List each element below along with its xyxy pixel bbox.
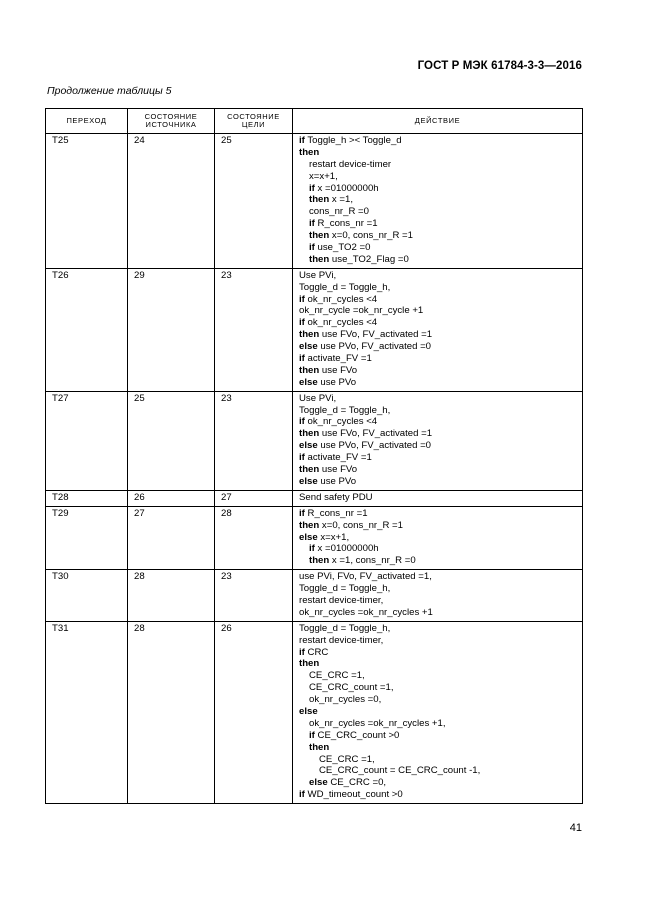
source-state-cell: 28: [128, 570, 215, 622]
action-line: [299, 492, 578, 504]
action-keyword: if: [299, 507, 305, 519]
target-state-cell: 27: [215, 490, 293, 506]
action-line: [299, 476, 578, 488]
action-text: CE_CRC_count =1,: [309, 682, 394, 694]
column-header-transition: ПЕРЕХОД: [46, 109, 128, 134]
action-text: ok_nr_cycles <4: [304, 293, 378, 305]
action-line: [299, 183, 578, 195]
action-text: Toggle_d = Toggle_h,: [299, 622, 391, 634]
action-line: [299, 405, 578, 417]
action-text: x=x+1,: [317, 531, 350, 543]
action-text: use PVo, FV_activated =0: [317, 341, 432, 353]
target-state-cell: 26: [215, 621, 293, 803]
action-text: use FVo, FV_activated =1: [319, 428, 433, 440]
action-line: [299, 194, 578, 206]
action-cell: [293, 134, 583, 269]
action-line: [299, 242, 578, 254]
transition-cell: T28: [46, 490, 128, 506]
target-state-cell: 25: [215, 134, 293, 269]
action-line: [299, 294, 578, 306]
table-row: [46, 268, 583, 391]
action-text: use_TO2_Flag =0: [329, 253, 409, 265]
transition-cell: T30: [46, 570, 128, 622]
action-keyword: then: [299, 146, 320, 158]
action-keyword: then: [309, 253, 330, 265]
action-text: CE_CRC =1,: [309, 670, 365, 682]
action-text: use PVo: [317, 475, 357, 487]
action-text: x =01000000h: [314, 182, 379, 194]
action-line: [299, 623, 578, 635]
action-line: [299, 206, 578, 218]
action-text: x=x+1,: [309, 170, 338, 182]
action-line: [299, 607, 578, 619]
action-keyword: then: [309, 194, 330, 206]
action-text: use PVi, FVo, FV_activated =1,: [299, 571, 432, 583]
action-text: CRC: [304, 646, 329, 658]
action-keyword: if: [299, 789, 305, 801]
column-header-source-state: СОСТОЯНИЕ ИСТОЧНИКА: [128, 109, 215, 134]
document-header: ГОСТ Р МЭК 61784-3-3—2016: [417, 60, 582, 72]
action-text: Toggle_d = Toggle_h,: [299, 404, 391, 416]
action-line: [299, 341, 578, 353]
action-line: [299, 532, 578, 544]
action-text: x =01000000h: [314, 543, 379, 555]
action-text: activate_FV =1: [304, 452, 372, 464]
action-line: [299, 135, 578, 147]
action-line: [299, 428, 578, 440]
action-text: ok_nr_cycles <4: [304, 317, 378, 329]
action-keyword: if: [299, 416, 305, 428]
action-text: CE_CRC_count = CE_CRC_count -1,: [319, 765, 481, 777]
action-line: [299, 452, 578, 464]
action-keyword: then: [299, 364, 320, 376]
action-keyword: if: [299, 135, 305, 146]
action-line: [299, 230, 578, 242]
action-line: [299, 742, 578, 754]
action-keyword: else: [299, 475, 318, 487]
action-line: [299, 520, 578, 532]
action-line: [299, 789, 578, 801]
transition-cell: T26: [46, 268, 128, 391]
action-text: use_TO2 =0: [314, 242, 371, 254]
action-text: Send safety PDU: [299, 491, 373, 503]
action-text: ok_nr_cycles <4: [304, 416, 378, 428]
action-text: ok_nr_cycles =0,: [309, 694, 382, 706]
action-cell: [293, 506, 583, 569]
action-line: [299, 508, 578, 520]
action-keyword: then: [309, 555, 330, 567]
action-line: [299, 147, 578, 159]
action-text: use PVo: [317, 376, 357, 388]
action-text: use FVo: [319, 364, 358, 376]
action-text: CE_CRC_count >0: [314, 729, 400, 741]
action-keyword: else: [299, 341, 318, 353]
action-line: [299, 305, 578, 317]
transition-cell: T27: [46, 391, 128, 490]
action-text: x =1,: [329, 194, 353, 206]
table-row: [46, 134, 583, 269]
table-row: [46, 570, 583, 622]
action-text: cons_nr_R =0: [309, 206, 369, 218]
source-state-cell: 25: [128, 391, 215, 490]
action-keyword: else: [299, 531, 318, 543]
action-line: [299, 353, 578, 365]
action-line: [299, 555, 578, 567]
action-line: [299, 583, 578, 595]
action-line: [299, 682, 578, 694]
table-row: [46, 391, 583, 490]
action-text: x=0, cons_nr_R =1: [319, 519, 403, 531]
action-keyword: then: [309, 741, 330, 753]
target-state-cell: 28: [215, 506, 293, 569]
action-cell: [293, 570, 583, 622]
table-row: [46, 490, 583, 506]
action-text: restart device-timer,: [299, 634, 384, 646]
action-line: [299, 658, 578, 670]
source-state-cell: 29: [128, 268, 215, 391]
action-line: [299, 647, 578, 659]
action-keyword: if: [309, 729, 315, 741]
action-cell: [293, 621, 583, 803]
action-line: [299, 171, 578, 183]
action-line: [299, 694, 578, 706]
action-keyword: if: [299, 353, 305, 365]
action-line: [299, 377, 578, 389]
action-line: [299, 571, 578, 583]
table-caption: Продолжение таблицы 5: [47, 85, 172, 97]
action-keyword: if: [299, 317, 305, 329]
source-state-cell: 24: [128, 134, 215, 269]
action-line: [299, 718, 578, 730]
action-text: ok_nr_cycles =ok_nr_cycles +1: [299, 606, 433, 618]
action-text: ok_nr_cycle =ok_nr_cycle +1: [299, 305, 424, 317]
action-text: x =1, cons_nr_R =0: [329, 555, 416, 567]
action-cell: [293, 490, 583, 506]
source-state-cell: 27: [128, 506, 215, 569]
action-keyword: if: [309, 218, 315, 230]
action-keyword: if: [309, 242, 315, 254]
action-keyword: if: [309, 182, 315, 194]
action-keyword: else: [299, 705, 318, 717]
action-line: [299, 754, 578, 766]
action-text: Use PVi,: [299, 269, 337, 281]
action-line: [299, 777, 578, 789]
action-keyword: then: [299, 428, 320, 440]
action-text: Toggle_d = Toggle_h,: [299, 281, 391, 293]
table-row: [46, 506, 583, 569]
target-state-cell: 23: [215, 391, 293, 490]
action-line: [299, 670, 578, 682]
transition-cell: T29: [46, 506, 128, 569]
action-line: [299, 635, 578, 647]
action-line: [299, 440, 578, 452]
action-keyword: else: [309, 777, 328, 789]
action-text: activate_FV =1: [304, 353, 372, 365]
action-line: [299, 159, 578, 171]
action-line: [299, 464, 578, 476]
action-keyword: then: [299, 329, 320, 341]
action-line: [299, 317, 578, 329]
action-line: [299, 365, 578, 377]
action-cell: [293, 268, 583, 391]
target-state-cell: 23: [215, 570, 293, 622]
action-text: use FVo, FV_activated =1: [319, 329, 433, 341]
action-line: [299, 393, 578, 405]
action-line: [299, 416, 578, 428]
action-line: [299, 270, 578, 282]
action-line: [299, 730, 578, 742]
action-line: [299, 706, 578, 718]
column-header-action: ДЕЙСТВИЕ: [293, 109, 583, 134]
action-keyword: else: [299, 376, 318, 388]
action-text: CE_CRC =0,: [327, 777, 387, 789]
action-text: use FVo: [319, 464, 358, 476]
transition-cell: T31: [46, 621, 128, 803]
action-line: [299, 765, 578, 777]
action-text: use PVo, FV_activated =0: [317, 440, 432, 452]
action-keyword: if: [309, 543, 315, 555]
source-state-cell: 28: [128, 621, 215, 803]
action-text: restart device-timer: [309, 158, 392, 170]
action-text: ok_nr_cycles =ok_nr_cycles +1,: [309, 717, 446, 729]
action-line: [299, 543, 578, 555]
action-text: Toggle_d = Toggle_h,: [299, 583, 391, 595]
action-line: [299, 218, 578, 230]
action-text: CE_CRC =1,: [319, 753, 375, 765]
table-header-row: [46, 109, 583, 134]
action-text: Toggle_h >< Toggle_d: [304, 135, 402, 146]
page-number: 41: [569, 822, 582, 834]
action-keyword: then: [299, 658, 320, 670]
action-line: [299, 282, 578, 294]
column-header-target-state: СОСТОЯНИЕ ЦЕЛИ: [215, 109, 293, 134]
action-keyword: then: [299, 519, 320, 531]
action-text: R_cons_nr =1: [314, 218, 378, 230]
action-text: Use PVi,: [299, 392, 337, 404]
table-row: [46, 621, 583, 803]
transition-table: [45, 108, 583, 804]
action-cell: [293, 391, 583, 490]
action-line: [299, 254, 578, 266]
target-state-cell: 23: [215, 268, 293, 391]
action-text: x=0, cons_nr_R =1: [329, 230, 413, 242]
action-text: WD_timeout_count >0: [304, 789, 403, 801]
action-line: [299, 595, 578, 607]
action-keyword: if: [299, 646, 305, 658]
table-body: [46, 134, 583, 804]
transition-cell: T25: [46, 134, 128, 269]
source-state-cell: 26: [128, 490, 215, 506]
action-text: R_cons_nr =1: [304, 507, 368, 519]
action-keyword: then: [309, 230, 330, 242]
action-line: [299, 329, 578, 341]
action-keyword: then: [299, 464, 320, 476]
action-keyword: else: [299, 440, 318, 452]
action-keyword: if: [299, 293, 305, 305]
action-keyword: if: [299, 452, 305, 464]
action-text: restart device-timer,: [299, 594, 384, 606]
